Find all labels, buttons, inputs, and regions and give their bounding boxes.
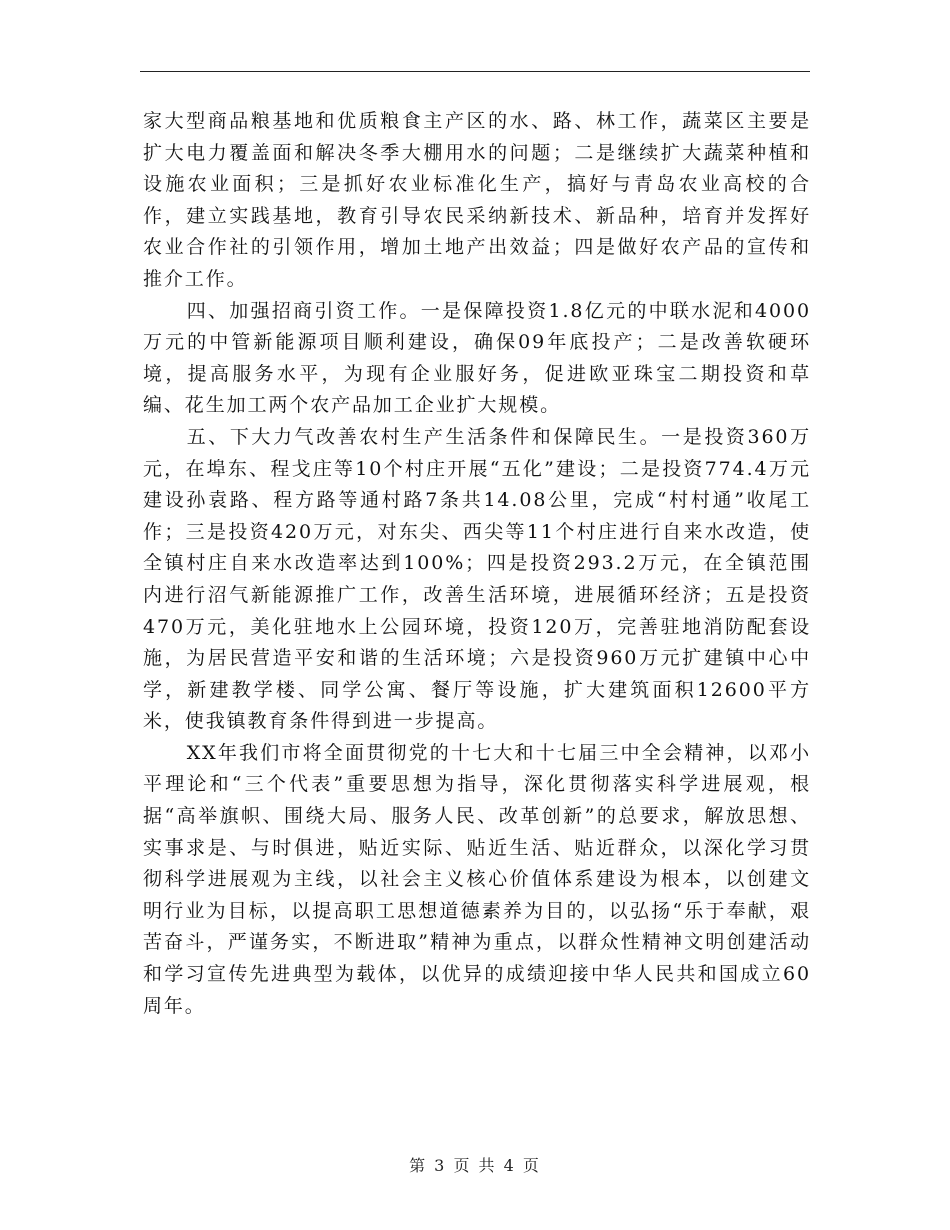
document-body bbox=[143, 106, 811, 1022]
paragraph-continued: 家大型商品粮基地和优质粮食主产区的水、路、林工作，蔬菜区主要是扩大电力覆盖面和解决冬季大棚用水的问题；二是继续扩大蔬菜种植和设施农业面积；三是抓好农业标准化生产，搞好与青岛农业高校的合作，建立实践基地，教育引导农民采纳新技术、新品种，培育并发挥好农业合作社的引领作用，增加土地产出效益；四是做好农产品的宣传和推介工作。 bbox=[143, 110, 811, 290]
page-number-footer: 第 3 页 共 4 页 bbox=[409, 1156, 541, 1175]
paragraph-rural-livelihood: 五、下大力气改善农村生产生活条件和保障民生。一是投资360万元，在埠东、程戈庄等10个村庄开展“五化”建设；二是投资774.4万元建设孙袁路、程方路等通村路7条共14.08公里，完成“村村通”收尾工作；三是投资420万元，对东尖、西尖等11个村庄进行自来水改造，使全镇村庄自来水改造率达到100%；四是投资293.2万元，在全镇范围内进行沼气新能源推广工作，改善生活环境，进展循环经济；五是投资470万元，美化驻地水上公园环境，投资120万，完善驻地消防配套设施，为居民营造平安和谐的生活环境；六是投资960万元扩建镇中心中学，新建教学楼、同学公寓、餐厅等设施，扩大建筑面积12600平方米，使我镇教育条件得到进一步提高。 bbox=[143, 425, 811, 733]
header-divider bbox=[140, 71, 810, 72]
paragraph-investment: 四、加强招商引资工作。一是保障投资1.8亿元的中联水泥和4000万元的中管新能源项目顺利建设，确保09年底投产；二是改善软硬环境，提高服务水平，为现有企业服好务，促进欧亚珠宝二期投资和草编、花生加工两个农产品加工企业扩大规模。 bbox=[143, 299, 811, 417]
paragraph-civilization-plan: XX年我们市将全面贯彻党的十七大和十七届三中全会精神，以邓小平理论和“三个代表”重要思想为指导，深化贯彻落实科学进展观，根据“高举旗帜、围绕大局、服务人民、改革创新”的总要求，解放思想、实事求是、与时俱进，贴近实际、贴近生活、贴近群众，以深化学习贯彻科学进展观为主线，以社会主义核心价值体系建设为根本，以创建文明行业为目标，以提高职工思想道德素养为目的，以弘扬“乐于奉献，艰苦奋斗，严谨务实，不断进取”精神为重点，以群众性精神文明创建活动和学习宣传先进典型为载体，以优异的成绩迎接中华人民共和国成立60周年。 bbox=[143, 741, 811, 1017]
